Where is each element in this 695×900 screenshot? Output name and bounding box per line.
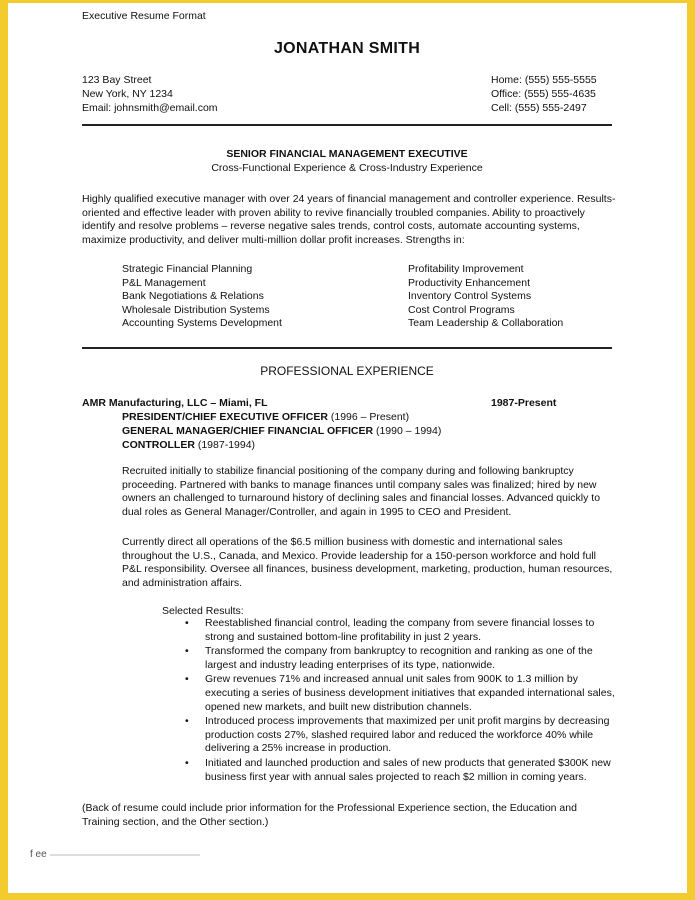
paragraph-line: and administration affairs. <box>122 576 243 589</box>
role-title: GENERAL MANAGER/CHIEF FINANCIAL OFFICER <box>122 425 374 437</box>
strength-item: Cost Control Programs <box>408 303 515 316</box>
strength-item: Productivity Enhancement <box>408 276 530 289</box>
watermark-mark <box>50 851 200 859</box>
summary-line: Highly qualified executive manager with over 24 years of financial management and controller experience. Results- <box>82 193 616 205</box>
summary-line: maximize productivity, and deliver multi-million dollar profit increases. Strengths in: <box>82 233 465 246</box>
candidate-name: JONATHAN SMITH <box>273 40 421 57</box>
results-label: Selected Results: <box>162 605 244 617</box>
watermark-text: f ee <box>30 849 47 860</box>
role-dates: (1987-1994) <box>194 439 256 451</box>
paragraph-line: owners an challenged to turnaround history of declining sales and financial losses. Advanced quickly to <box>122 492 601 505</box>
strength-item: Inventory Control Systems <box>408 290 532 303</box>
role-dates: (1996 – Present) <box>327 411 410 423</box>
strengths-right-list <box>408 263 563 331</box>
contact-cell: Cell: (555) 555-2497 <box>491 102 587 114</box>
role-title: CONTROLLER <box>122 439 195 451</box>
footer-note <box>82 802 577 829</box>
summary-line: oriented and effective leader with proven ability to revive financially troubled companies. Ability to proactively <box>82 206 585 219</box>
footer-line: Training section, and the Other section.) <box>82 815 269 828</box>
resume-page <box>8 3 687 893</box>
strength-item: P&L Management <box>122 276 206 289</box>
section-title: PROFESSIONAL EXPERIENCE <box>260 364 434 378</box>
summary-paragraph <box>82 193 615 247</box>
employer-dates: 1987-Present <box>491 397 557 409</box>
strength-item: Profitability Improvement <box>408 263 524 275</box>
role-line <box>122 439 255 453</box>
paragraph-line: Currently direct all operations of the $6.5 million business with domestic and international sales <box>122 536 563 548</box>
bullet-icon: • <box>185 673 189 686</box>
role-title: PRESIDENT/CHIEF EXECUTIVE OFFICER <box>122 411 328 423</box>
paragraph-line: proceeding. Partnered with banks to manage finances until company sales was finalized; hired by new <box>122 478 597 491</box>
paragraph-line: Recruited initially to stabilize financial positioning of the company during and following bankruptcy <box>122 465 574 477</box>
bullet-icon: • <box>185 756 189 769</box>
role-line <box>122 425 441 439</box>
doc-label: Executive Resume Format <box>82 10 206 22</box>
header-divider <box>82 124 612 126</box>
result-item: • Transformed the company from bankruptcy to recognition and ranking as one of the largest and industry leading enterprises of its type, nationwide. <box>185 645 593 671</box>
employer-name: AMR Manufacturing, LLC – Miami, FL <box>82 397 268 409</box>
role-dates: (1990 – 1994) <box>373 425 442 437</box>
strengths-left-list <box>122 263 282 331</box>
result-item: • Initiated and launched production and sales of new products that generated $300K new business first year with annual sales projected to reach $2 million in coming years. <box>185 756 611 783</box>
contact-city: New York, NY 1234 <box>82 88 173 100</box>
result-item: • Grew revenues 71% and increased annual unit sales from 900K to 1.3 million by executing a series of business development initiatives that expanded international sales, opened new markets, and built new distribution channels. <box>185 673 615 713</box>
paragraph-line: dual roles as General Manager/Controller, and again in 1995 to CEO and President. <box>122 505 512 518</box>
experience-paragraph-2 <box>122 536 612 590</box>
experience-paragraph-1 <box>122 465 600 519</box>
result-item: • Introduced process improvements that maximized per unit profit margins by decreasing production costs 27%, slashed required labor and reduced the workforce 40% while delivering a 25% increase in production. <box>185 715 610 755</box>
summary-line: identify and resolve problems – reverse negative sales trends, control costs, automate accounting systems, <box>82 220 580 233</box>
paragraph-line: P&L responsibility. Oversee all finances, business development, marketing, production, human resources, <box>122 563 613 576</box>
bullet-icon: • <box>185 617 189 629</box>
strength-item: Accounting Systems Development <box>122 317 282 330</box>
results-list <box>182 617 615 785</box>
section-divider <box>82 347 612 349</box>
strength-item: Bank Negotiations & Relations <box>122 290 264 303</box>
paragraph-line: throughout the U.S., Canada, and Mexico. Provide leadership for a 150-person workforce and hold full <box>122 549 596 562</box>
bullet-icon: • <box>185 715 189 728</box>
strength-item: Wholesale Distribution Systems <box>122 303 270 316</box>
bullet-icon: • <box>185 645 189 658</box>
role-line <box>122 411 409 425</box>
contact-office: Office: (555) 555-4635 <box>491 88 596 100</box>
watermark-faint <box>50 851 200 861</box>
strength-item: Strategic Financial Planning <box>122 263 253 275</box>
subheadline: Cross-Functional Experience & Cross-Industry Experience <box>211 162 483 174</box>
strength-item: Team Leadership & Collaboration <box>408 317 564 330</box>
contact-email: Email: johnsmith@email.com <box>82 102 218 114</box>
headline: SENIOR FINANCIAL MANAGEMENT EXECUTIVE <box>226 148 468 160</box>
footer-line: (Back of resume could include prior information for the Professional Experience section, the Education and <box>82 802 577 814</box>
contact-street: 123 Bay Street <box>82 74 152 86</box>
contact-home: Home: (555) 555-5555 <box>491 74 597 86</box>
result-item: • Reestablished financial control, leading the company from severe financial losses to strong and sustained bottom-line profitability in just 2 years. <box>185 617 595 643</box>
